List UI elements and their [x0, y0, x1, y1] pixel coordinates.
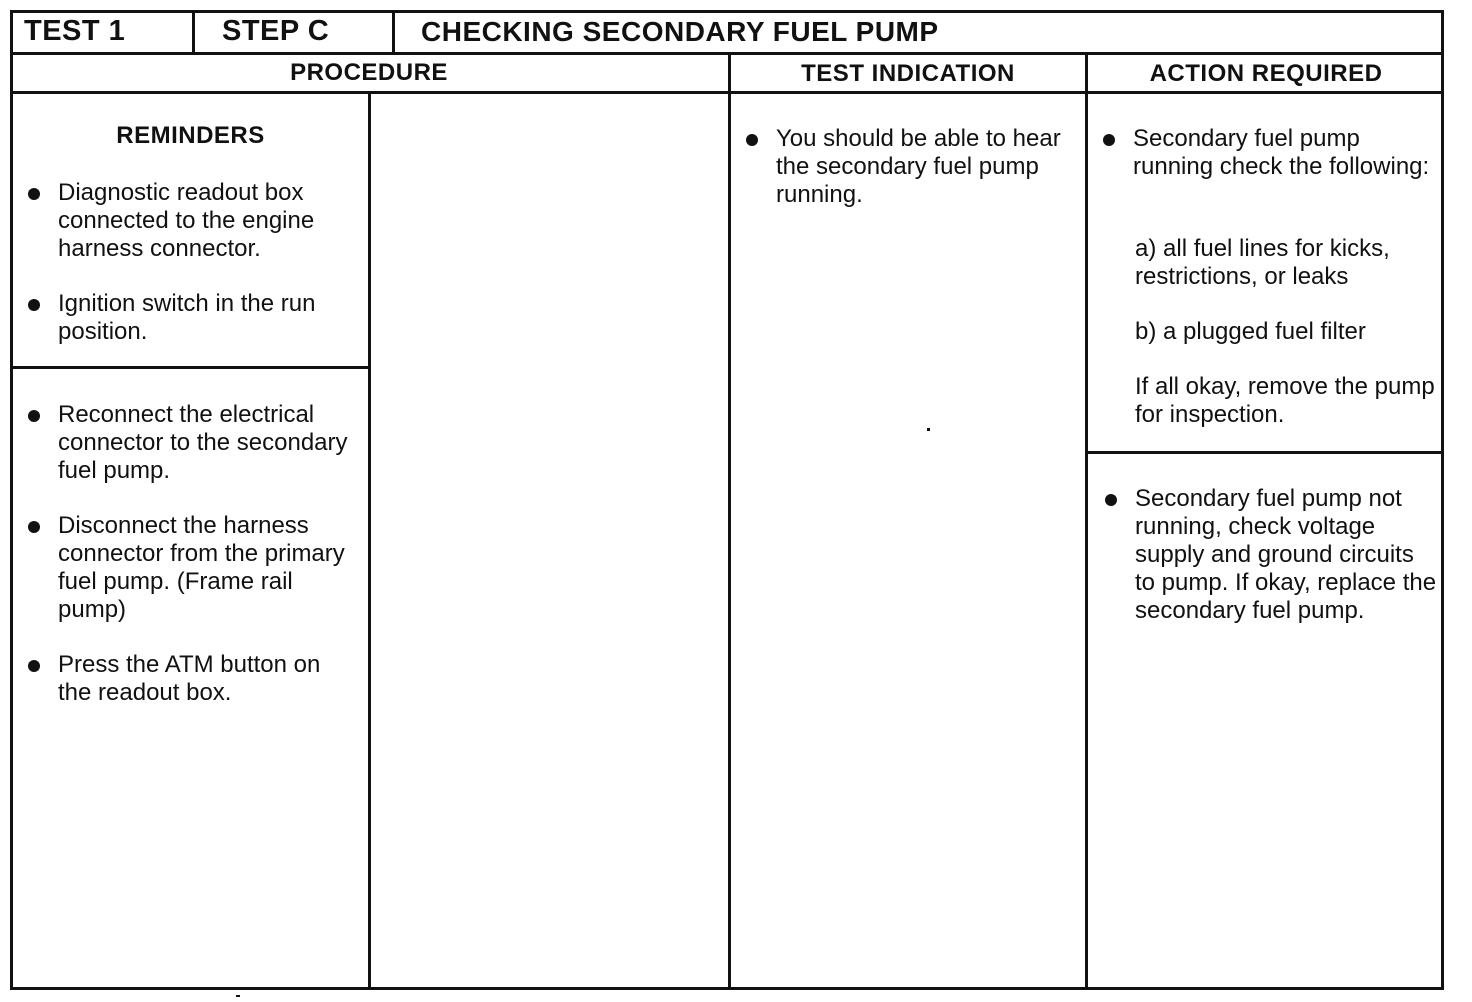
bullet-icon: [28, 521, 40, 533]
bullet-icon: [1105, 494, 1117, 506]
column-header-test-indication: TEST INDICATION: [801, 60, 1015, 87]
action-item-a-label: a): [1135, 235, 1157, 262]
test-number: TEST 1: [24, 15, 126, 47]
action-not-running-text: Secondary fuel pump not running, check voltage supply and ground circuits to pump. If okay, replace the secondary fuel pump.: [1135, 485, 1437, 624]
procedure-step-text: Reconnect the electrical connector to the secondary fuel pump.: [58, 401, 348, 484]
list-item: [1085, 125, 1435, 181]
bullet-icon: [28, 188, 40, 200]
action-item-b-text: a plugged fuel filter: [1163, 318, 1366, 345]
column-header-procedure: PROCEDURE: [290, 59, 448, 86]
bullet-icon: [746, 134, 758, 146]
reminders-bottom-rule: [10, 366, 371, 369]
action-running-intro: Secondary fuel pump running check the following:: [1133, 125, 1430, 180]
bullet-icon: [28, 660, 40, 672]
list-item: [10, 290, 360, 346]
list-item: [10, 651, 360, 707]
procedure-step-text: Press the ATM button on the readout box.: [58, 651, 321, 706]
test-indication-list: [728, 125, 1068, 209]
procedure-inner-divider: [368, 91, 371, 990]
list-item: [1087, 485, 1437, 625]
action-not-running-list: [1087, 485, 1437, 625]
page-title: CHECKING SECONDARY FUEL PUMP: [421, 16, 939, 47]
reminder-text: Ignition switch in the run position.: [58, 290, 316, 345]
reminders-title: REMINDERS: [116, 122, 265, 149]
procedure-list: [10, 401, 360, 707]
action-split-rule: [1085, 451, 1444, 454]
bullet-icon: [28, 410, 40, 422]
procedure-step-text: Disconnect the harness connector from the primary fuel pump. (Frame rail pump): [58, 512, 345, 623]
action-running-closing: If all okay, remove the pump for inspection.: [1135, 373, 1435, 428]
reminder-text: Diagnostic readout box connected to the engine harness connector.: [58, 179, 315, 262]
action-running-details: [1135, 235, 1435, 429]
step-label: STEP C: [222, 15, 330, 47]
scan-speck: [236, 995, 240, 997]
header-bottom-rule: [10, 52, 1444, 55]
column-header-bottom-rule: [10, 91, 1444, 94]
action-item-b-label: b): [1135, 318, 1157, 345]
action-running-list: [1085, 125, 1435, 181]
action-item-a-text: all fuel lines for kicks, restrictions, or leaks: [1135, 235, 1390, 290]
list-item: [10, 179, 360, 263]
action-item-a: [1135, 235, 1435, 291]
header-divider-2: [392, 10, 395, 54]
test-indication-text: You should be able to hear the secondary fuel pump running.: [776, 125, 1061, 208]
list-item: [728, 125, 1068, 209]
list-item: [10, 401, 360, 485]
header-divider-1: [192, 10, 195, 54]
reminders-list: [10, 179, 360, 346]
list-item: [10, 512, 360, 624]
bullet-icon: [28, 299, 40, 311]
column-header-action-required: ACTION REQUIRED: [1149, 60, 1383, 87]
scan-speck: [927, 428, 930, 431]
bullet-icon: [1103, 134, 1115, 146]
action-item-b: [1135, 318, 1435, 346]
